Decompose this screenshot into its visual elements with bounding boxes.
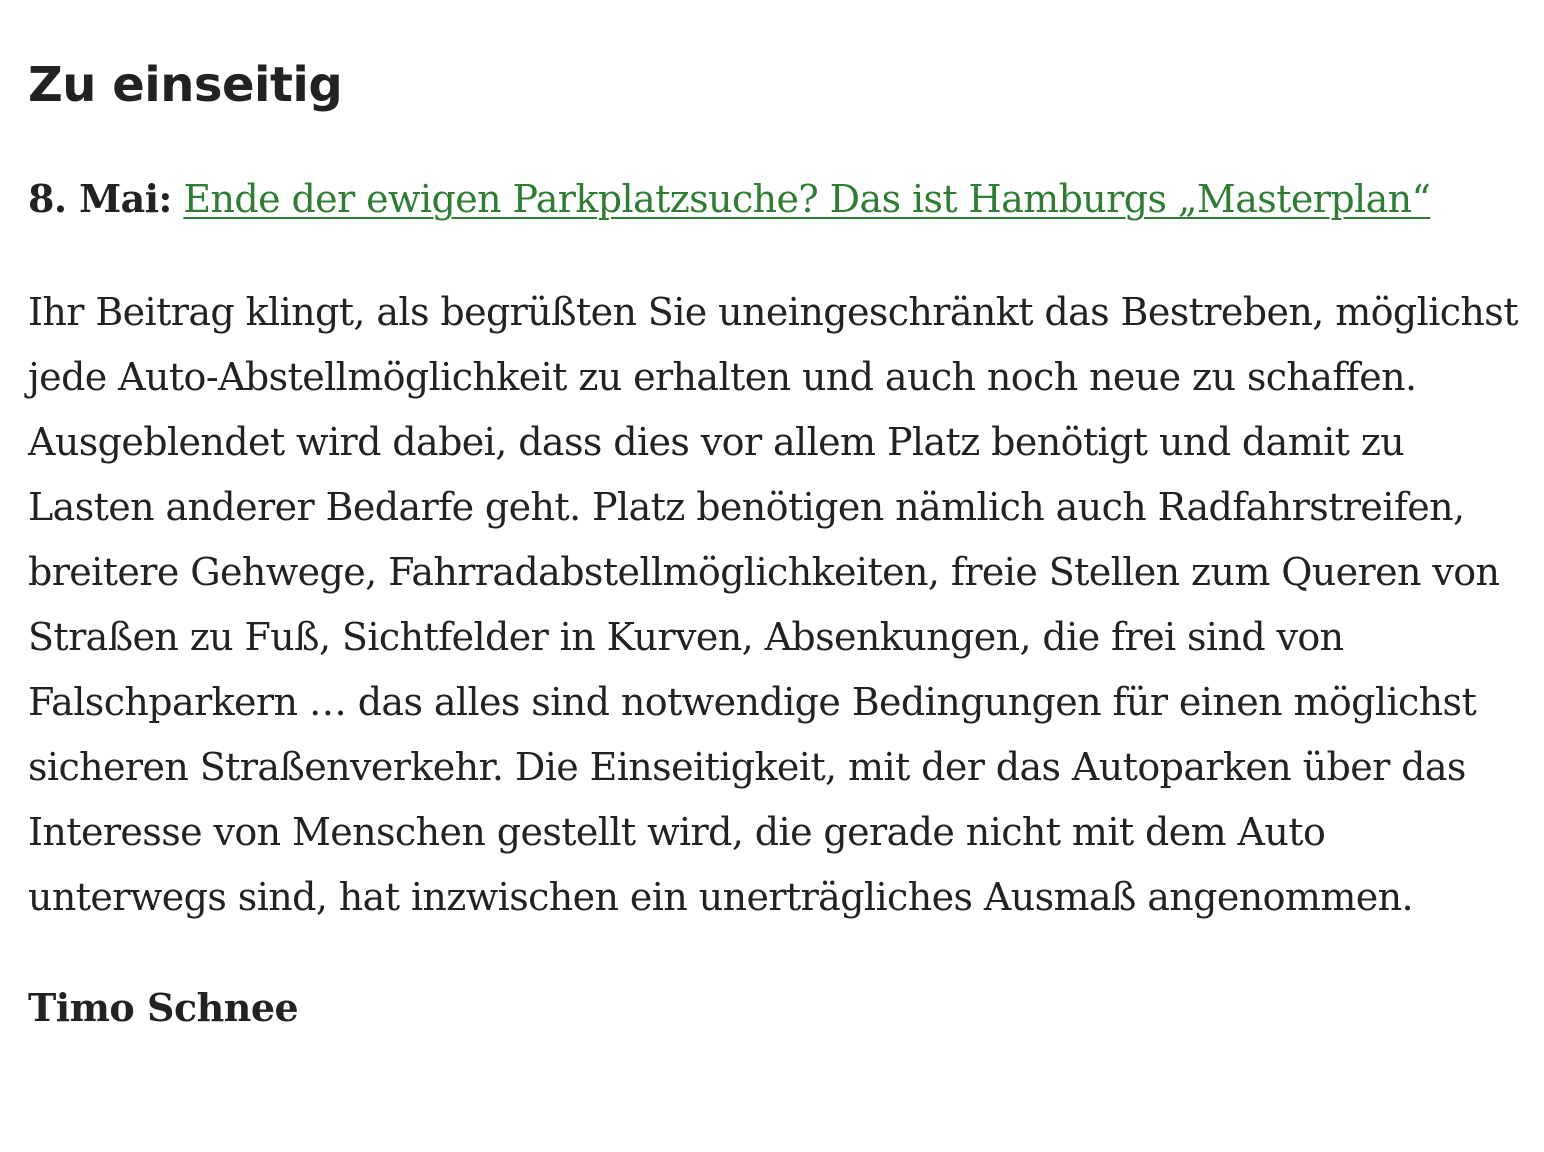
letter-body: Ihr Beitrag klingt, als begrüßten Sie uneingeschränkt das Bestreben, möglichst jede Auto-Abstellmöglichkeit zu erhalten und auch noch neue zu schaffen. Ausgeblendet wird dabei, dass dies vor allem Platz benötigt und damit zu Lasten anderer Bedarfe geht. Platz benötigen nämlich auch Radfahrstreifen, breitere Gehwege, Fahrradabstellmöglichkeiten, freie Stellen zum Queren von Straßen zu Fuß, Sichtfelder in Kurven, Absenkungen, die frei sind von Falschparkern … das alles sind notwendige Bedingungen für einen möglichst sicheren Straßenverkehr. Die Einseitigkeit, mit der das Autoparken über das Interesse von Menschen gestellt wird, die gerade nicht mit dem Auto unterwegs sind, hat inzwischen ein unerträgliches Ausmaß angenommen. (28, 290, 1518, 919)
letter-author: Timo Schnee (28, 985, 299, 1030)
reference-date: 8. Mai: (28, 176, 172, 221)
reader-letter (28, 0, 1518, 1032)
article-reference (28, 175, 1518, 223)
article-link[interactable]: Ende der ewigen Parkplatzsuche? Das ist Hamburgs „Masterplan“ (183, 177, 1431, 221)
letter-title: Zu einseitig (28, 57, 343, 113)
